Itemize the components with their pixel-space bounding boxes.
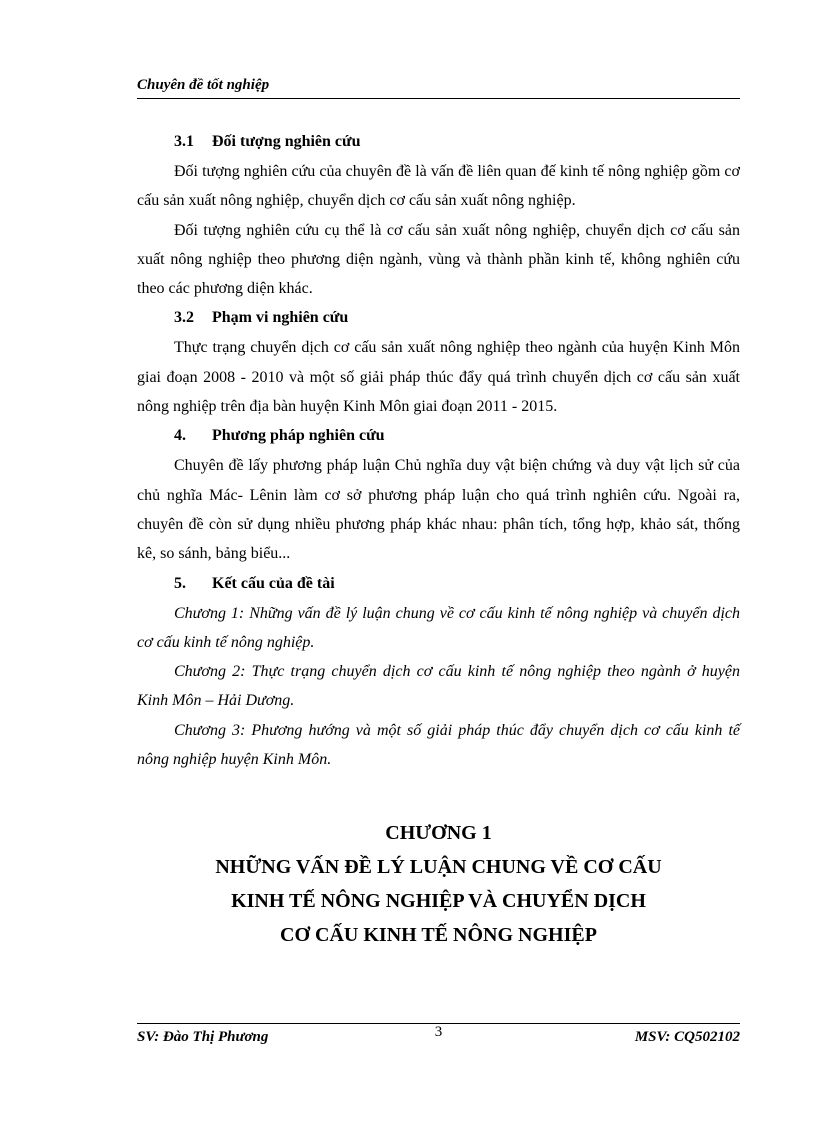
chapter-title-line: KINH TẾ NÔNG NGHIỆP VÀ CHUYỂN DỊCH: [231, 890, 646, 912]
chapter-outline-1: Chương 1: Những vấn đề lý luận chung về cơ cấu kinh tế nông nghiệp và chuyển dịch cơ cấu kinh tế nông nghiệp.: [137, 604, 740, 651]
student-name: SV: Đào Thị Phương: [137, 1029, 269, 1045]
chapter-title-block: [137, 816, 740, 952]
section-title: Phương pháp nghiên cứu: [212, 427, 385, 445]
section-number: 5.: [174, 574, 186, 592]
section-number: 4.: [174, 427, 186, 445]
section-number: 3.2: [174, 309, 194, 327]
running-header: [137, 74, 740, 99]
student-id: MSV: CQ502102: [634, 1029, 740, 1045]
section-title: Phạm vi nghiên cứu: [212, 309, 349, 327]
page-footer: [137, 1023, 740, 1050]
paragraph: Đối tượng nghiên cứu cụ thể là cơ cấu sản xuất nông nghiệp, chuyển dịch cơ cấu sản xuất nông nghiệp theo phương diện ngành, vùng và thành phần kinh tế, không nghiên cứu theo các phương diện khác.: [137, 221, 740, 298]
section-heading-3-1: [137, 127, 740, 157]
section-heading-3-2: [137, 303, 740, 333]
chapter-outline-2: Chương 2: Thực trạng chuyển dịch cơ cấu kinh tế nông nghiệp theo ngành ở huyện Kinh Môn – Hải Dương.: [137, 663, 740, 710]
running-title: Chuyên đề tốt nghiệp: [137, 77, 270, 93]
section-title: Đối tượng nghiên cứu: [212, 133, 361, 150]
chapter-title-line: NHỮNG VẤN ĐỀ LÝ LUẬN CHUNG VỀ CƠ CẤU: [215, 856, 662, 878]
section-number: 3.1: [174, 133, 194, 150]
body-text: [137, 127, 740, 774]
section-heading-4: [137, 421, 740, 451]
chapter-outline-3: Chương 3: Phương hướng và một số giải pháp thúc đẩy chuyển dịch cơ cấu kinh tế nông nghiệp huyện Kinh Môn.: [137, 721, 740, 769]
paragraph: Đối tượng nghiên cứu của chuyên đề là vấn đề liên quan đế kinh tế nông nghiệp gồm cơ cấu sản xuất nông nghiệp, chuyển dịch cơ cấu sản xuất nông nghiệp.: [137, 163, 740, 210]
chapter-label: CHƯƠNG 1: [385, 822, 492, 844]
chapter-title-line: CƠ CẤU KINH TẾ NÔNG NGHIỆP: [280, 924, 597, 946]
page-number: 3: [434, 1024, 443, 1040]
paragraph: Thực trạng chuyển dịch cơ cấu sản xuất nông nghiệp theo ngành của huyện Kinh Môn giai đoạn 2008 - 2010 và một số giải pháp thúc đẩy quá trình chuyển dịch cơ cấu sản xuất nông nghiệp trên địa bàn huyện Kinh Môn giai đoạn 2011 - 2015.: [137, 339, 740, 416]
paragraph: Chuyên đề lấy phương pháp luận Chủ nghĩa duy vật biện chứng và duy vật lịch sử của chủ nghĩa Mác- Lênin làm cơ sở phương pháp luận cho quá trình nghiên cứu. Ngoài ra, chuyên đề còn sử dụng nhiều phương pháp khác nhau: phân tích, tổng hợp, khảo sát, thống kê, so sánh, bảng biểu...: [137, 457, 740, 563]
section-title: Kết cấu của đề tài: [212, 574, 335, 592]
section-heading-5: [137, 569, 740, 599]
